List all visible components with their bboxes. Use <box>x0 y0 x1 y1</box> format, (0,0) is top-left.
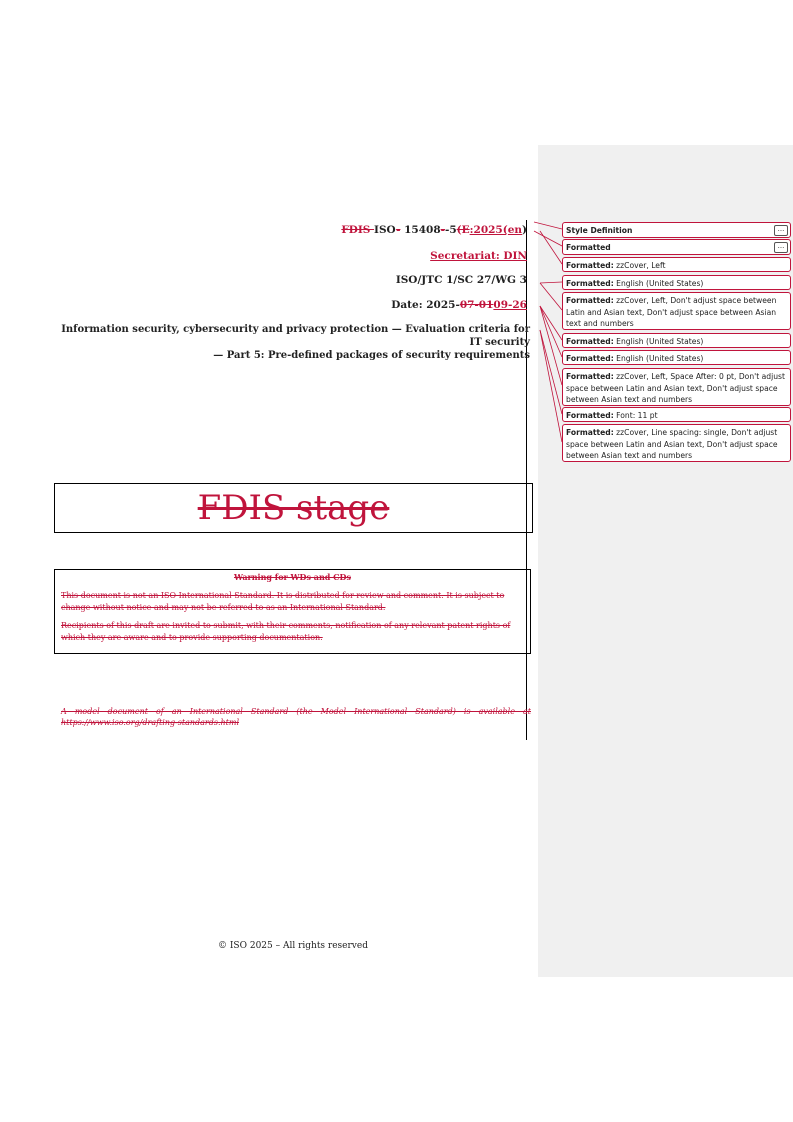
balloon-label: Style Definition <box>566 226 633 235</box>
warning-heading: Warning for WDs and CDs <box>234 572 351 582</box>
doc-ref-segment: - <box>440 224 445 236</box>
comment-balloon[interactable] <box>562 350 791 365</box>
balloon-text: zzCover, Left <box>613 261 666 270</box>
secretariat-text: Secretariat: DIN <box>430 250 527 262</box>
balloon-label: Formatted: <box>566 279 614 288</box>
balloon-text: zzCover, Line spacing: single, Don't adjust space between Latin and Asian text, Don't adjust space between Asian text and numbers <box>566 428 778 460</box>
doc-ref-segment: (E <box>456 224 470 236</box>
doc-ref-segment: - <box>396 224 401 236</box>
model-document-note: A model document of an International Standard (the Model International Standard) is available at https://www.iso.org/drafting-standards.html <box>61 707 531 727</box>
balloon-text: zzCover, Left, Don't adjust space between Latin and Asian text, Don't adjust space between Asian text and numbers <box>566 296 777 328</box>
warning-paragraph-2: Recipients of this draft are invited to submit, with their comments, notification of any relevant patent rights of which they are aware and to provide supporting documentation. <box>61 621 511 642</box>
balloon-label: Formatted: <box>566 261 614 270</box>
balloon-label: Formatted <box>566 243 611 252</box>
stage-box: FDIS stage <box>54 483 533 533</box>
comment-balloon[interactable] <box>562 222 791 238</box>
date-inserted: 09-26 <box>493 299 527 311</box>
doc-ref-segment: FDIS <box>341 224 375 236</box>
comment-balloon[interactable] <box>562 407 791 422</box>
balloon-text: zzCover, Left, Space After: 0 pt, Don't adjust space between Latin and Asian text, Don't adjust space between Asian text and numbers <box>566 372 785 404</box>
warning-paragraph-1: This document is not an ISO International Standard. It is distributed for review and comment. It is subject to change without notice and may not be referred to as an International Standard. <box>61 591 505 612</box>
more-options-button[interactable]: ... <box>774 225 788 236</box>
balloon-label: Formatted: <box>566 372 614 381</box>
doc-ref-segment: ) <box>522 224 527 236</box>
balloon-label: Formatted: <box>566 428 614 437</box>
balloon-label: Formatted: <box>566 337 614 346</box>
balloon-text: English (United States) <box>613 354 704 363</box>
comment-balloon[interactable] <box>562 239 791 255</box>
balloon-text: English (United States) <box>613 337 704 346</box>
doc-ref-segment: 15408 <box>400 224 441 236</box>
date-prefix: Date: 2025- <box>391 299 460 311</box>
balloon-label: Formatted: <box>566 354 614 363</box>
balloon-label: Formatted: <box>566 296 614 305</box>
comment-balloon[interactable] <box>562 368 791 406</box>
copyright-footer: © ISO 2025 – All rights reserved <box>218 941 368 951</box>
date-deleted: 07-01 <box>459 299 494 311</box>
doc-ref-segment: :2025(en <box>469 224 523 236</box>
balloon-label: Formatted: <box>566 411 614 420</box>
title-line-1: Information security, cybersecurity and privacy protection — Evaluation criteria for IT security <box>61 324 530 348</box>
comment-balloon[interactable] <box>562 257 791 272</box>
balloon-text: English (United States) <box>613 279 704 288</box>
comment-balloon[interactable] <box>562 424 791 462</box>
title-line-2: — Part 5: Pre-defined packages of security requirements <box>213 350 530 361</box>
comment-balloon[interactable] <box>562 275 791 290</box>
committee: ISO/JTC 1/SC 27/WG 3 <box>395 274 527 286</box>
doc-ref-segment: ISO <box>374 224 397 236</box>
comment-balloon[interactable] <box>562 292 791 330</box>
comment-balloon[interactable] <box>562 333 791 348</box>
more-options-button[interactable]: ... <box>774 242 788 253</box>
balloon-text: Font: 11 pt <box>613 411 658 420</box>
doc-ref-segment: -5 <box>444 224 457 236</box>
